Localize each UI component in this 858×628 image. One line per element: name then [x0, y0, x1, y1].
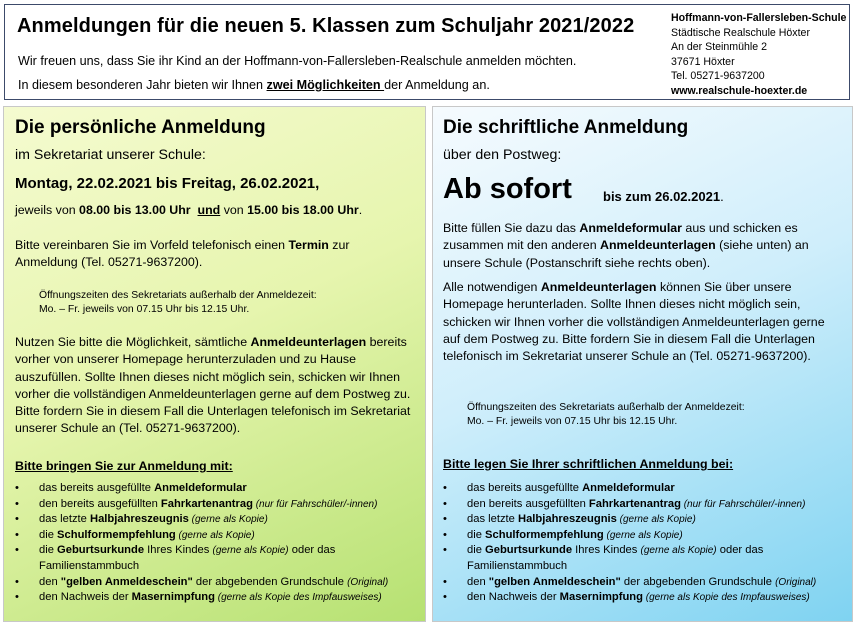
school-street: An der Steinmühle 2	[671, 41, 767, 54]
list-item: • das bereits ausgefüllte Anmeldeformular	[443, 481, 848, 497]
written-office-hours: Öffnungszeiten des Sekretariats außerhalb der Anmeldezeit: Mo. – Fr. jeweils von 07.15 Uhr bis 12.15 Uhr.	[467, 402, 745, 427]
header-box	[4, 4, 850, 100]
panel-written-registration	[432, 106, 853, 622]
page-title: Anmeldungen für die neuen 5. Klassen zum Schuljahr 2021/2022	[17, 15, 635, 37]
written-instructions: Bitte füllen Sie dazu das Anmeldeformular aus und schicken es zusammen mit den anderen Anmeldeunterlagen (siehe unten) an unsere Schule (Postanschrift siehe rechts oben).	[443, 221, 809, 270]
list-item: • die Geburtsurkunde Ihres Kindes (gerne als Kopie) oder das Familienstammbuch	[15, 543, 420, 574]
list-item: • den "gelben Anmeldeschein" der abgebenden Grundschule (Original)	[443, 575, 848, 591]
list-item: • den "gelben Anmeldeschein" der abgebenden Grundschule (Original)	[15, 575, 420, 591]
written-ab-sofort: Ab sofort	[443, 173, 572, 205]
list-item: • die Schulformempfehlung (gerne als Kopie)	[443, 528, 848, 544]
list-item: • die Schulformempfehlung (gerne als Kopie)	[15, 528, 420, 544]
personal-documents-paragraph: Nutzen Sie bitte die Möglichkeit, sämtliche Anmeldeunterlagen bereits vorher von unserer Homepage herunterzuladen und zu Hause auszufüllen. Sollte Ihnen dieses nicht möglich sein, schicken wir Ihnen vorher die vollständigen Anmeldeunterlagen gerne auf dem Postweg zu. Bitte fordern Sie in diesem Fall die Unterlagen telefonisch im Sekretariat unserer Schule an (Tel. 05271-9637200).	[15, 335, 411, 436]
list-item: • die Geburtsurkunde Ihres Kindes (gerne als Kopie) oder das Familienstammbuch	[443, 543, 848, 574]
list-item: • das letzte Halbjahreszeugnis (gerne als Kopie)	[443, 512, 848, 528]
personal-checklist	[15, 481, 420, 606]
personal-office-hours: Öffnungszeiten des Sekretariats außerhalb der Anmeldezeit: Mo. – Fr. jeweils von 07.15 Uhr bis 12.15 Uhr.	[39, 290, 317, 315]
written-list-heading: Bitte legen Sie Ihrer schriftlichen Anmeldung bei:	[443, 457, 734, 471]
school-phone: Tel. 05271-9637200	[671, 70, 765, 83]
personal-dates: Montag, 22.02.2021 bis Freitag, 26.02.2021,	[15, 175, 320, 192]
list-item: • das bereits ausgefüllte Anmeldeformular	[15, 481, 420, 497]
school-website: www.realschule-hoexter.de	[671, 84, 808, 97]
school-city: 37671 Höxter	[671, 55, 735, 68]
list-item: • den Nachweis der Masernimpfung (gerne als Kopie des Impfausweises)	[443, 590, 848, 606]
list-item: • das letzte Halbjahreszeugnis (gerne als Kopie)	[15, 512, 420, 528]
list-item: • den bereits ausgefüllten Fahrkartenantrag (nur für Fahrschüler/-innen)	[15, 497, 420, 513]
personal-subtitle: im Sekretariat unserer Schule:	[15, 147, 206, 163]
panel-personal-registration	[3, 106, 426, 622]
personal-title: Die persönliche Anmeldung	[15, 117, 266, 138]
list-item: • den Nachweis der Masernimpfung (gerne als Kopie des Impfausweises)	[15, 590, 420, 606]
written-documents-paragraph: Alle notwendigen Anmeldeunterlagen können Sie über unsere Homepage herunterladen. Sollte Ihnen dieses nicht möglich sein, schicken wir Ihnen vorher die vollständigen Anmeldeunterlagen gerne auf dem Postweg zu. Bitte fordern Sie in diesem Fall die Unterlagen telefonisch im Sekretariat unserer Schule an (Tel. 05271-9637200).	[443, 280, 825, 364]
personal-appointment: Bitte vereinbaren Sie im Vorfeld telefonisch einen Termin zur Anmeldung (Tel. 05271-9637200).	[15, 238, 350, 270]
personal-times: jeweils von 08.00 bis 13.00 Uhr und von 15.00 bis 18.00 Uhr.	[15, 203, 363, 217]
two-options-emphasis: zwei Möglichkeiten	[266, 78, 385, 92]
school-name: Hoffmann-von-Fallersleben-Schule	[671, 12, 847, 24]
intro-line: Wir freuen uns, dass Sie ihr Kind an der Hoffmann-von-Fallersleben-Realschule anmelden möchten.	[18, 54, 577, 68]
school-address	[671, 11, 846, 99]
school-type: Städtische Realschule Höxter	[671, 26, 810, 39]
written-subtitle: über den Postweg:	[443, 147, 562, 163]
written-deadline: bis zum 26.02.2021.	[603, 189, 724, 204]
intro-line-options: In diesem besonderen Jahr bieten wir Ihnen zwei Möglichkeiten der Anmeldung an.	[18, 78, 490, 92]
written-checklist	[443, 481, 848, 606]
personal-list-heading: Bitte bringen Sie zur Anmeldung mit:	[15, 459, 233, 473]
written-title: Die schriftliche Anmeldung	[443, 117, 689, 138]
list-item: • den bereits ausgefüllten Fahrkartenantrag (nur für Fahrschüler/-innen)	[443, 497, 848, 513]
